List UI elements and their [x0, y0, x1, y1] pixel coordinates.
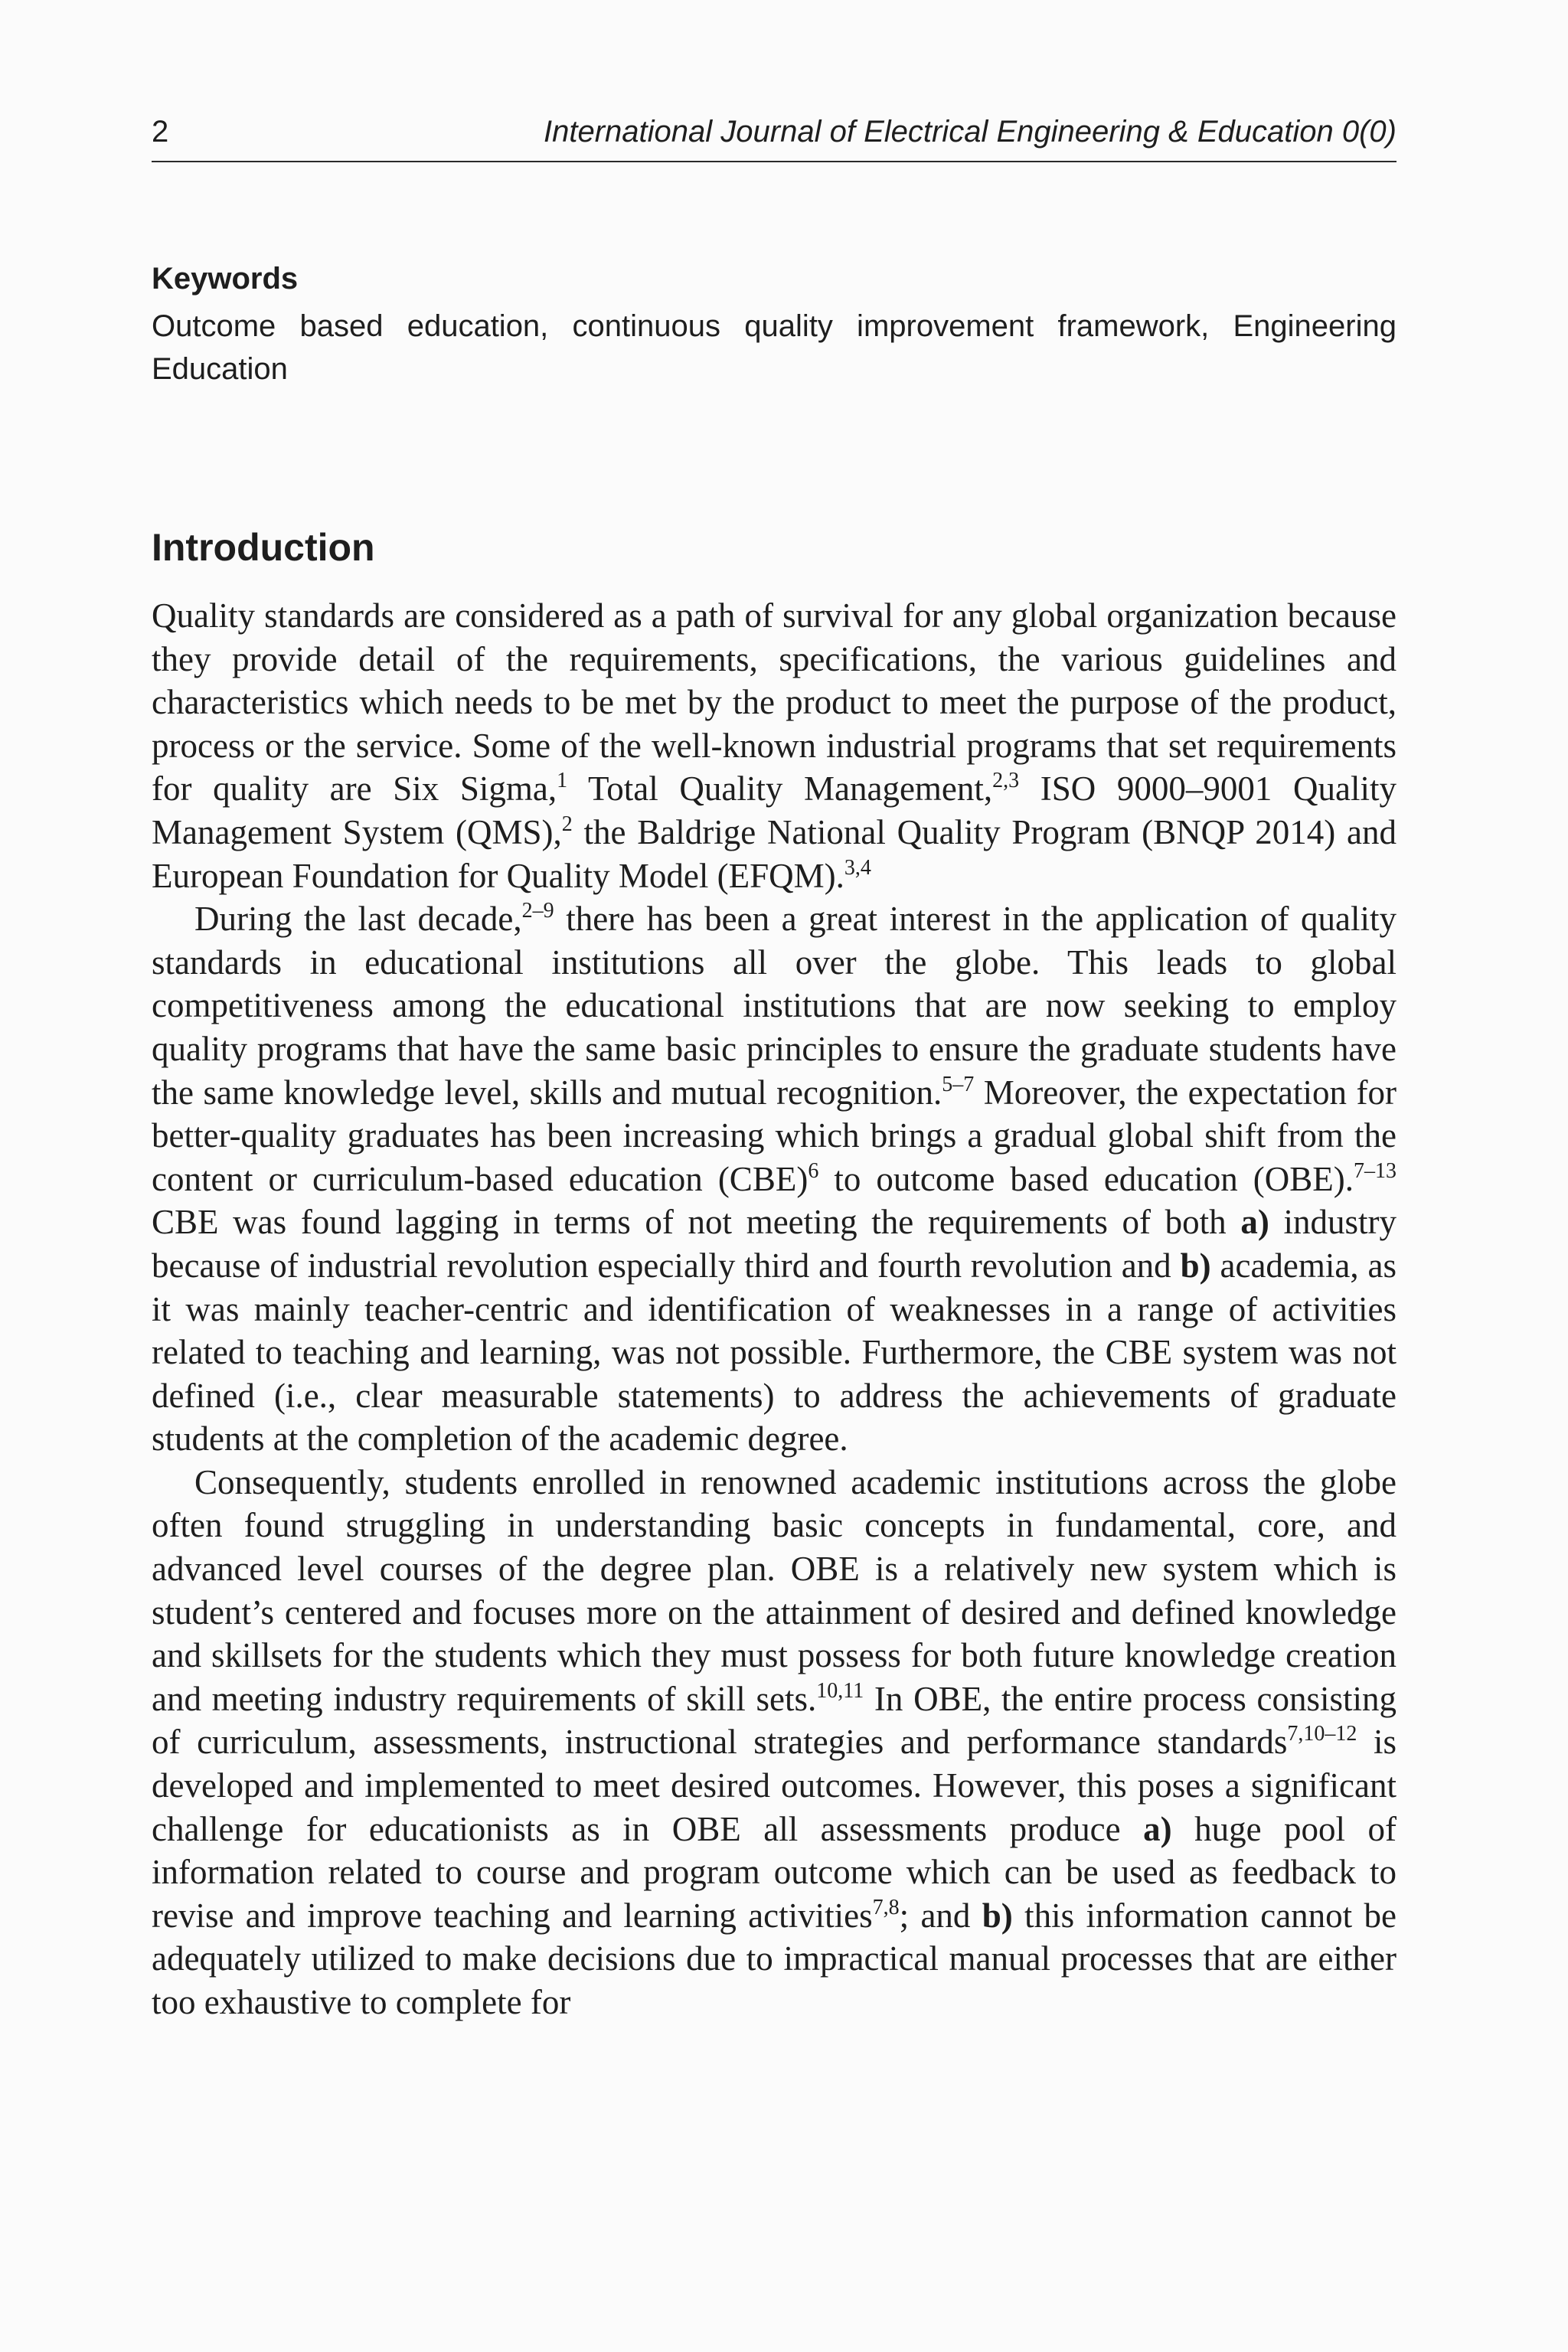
paragraph-3: [152, 1461, 1396, 2024]
list-marker: b): [982, 1896, 1013, 1935]
citation: 2,3: [992, 769, 1020, 793]
list-marker: a): [1143, 1809, 1172, 1848]
text-run: Consequently, students enrolled in renowned academic institutions across the globe often found struggling in understanding basic concepts in fundamental, core, and advanced level courses of the degree plan. OBE is a relatively new system which is student’s centered and focuses more on the attainment of desired and defined knowledge and skillsets for the students which they must possess for both future knowledge creation and meeting industry requirements of skill sets.: [152, 1462, 1396, 1718]
text-run: this information cannot be adequately utilized to make decisions due to impractical manual processes that are either too exhaustive to complete for: [152, 1896, 1396, 2021]
citation: 6: [808, 1158, 819, 1183]
citation: 7–13: [1354, 1158, 1397, 1183]
text-run: academia, as it was mainly teacher-centric and identification of weaknesses in a range of activities related to teaching and learning, was not possible. Furthermore, the CBE system was not defined (i.e., clear measurable statements) to address the achievements of graduate students at the completion of the academic degree.: [152, 1246, 1397, 1459]
text-run: During the last decade,: [194, 900, 522, 939]
text-run: In OBE, the entire process consisting of curriculum, assessments, instructional strategies and performance standards: [152, 1679, 1397, 1762]
text-run: CBE was found lagging in terms of not meeting the requirements of both: [152, 1203, 1241, 1242]
list-marker: b): [1180, 1246, 1211, 1285]
citation: 10,11: [816, 1678, 864, 1703]
text-run: Quality standards are considered as a path of survival for any global organization because they provide detail of the requirements, specifications, the various guidelines and characteristics which needs to be met by the product to meet the purpose of the product, process or the service. Some of the well-known industrial programs that set requirements for quality are Six Sigma,: [152, 596, 1396, 808]
citation: 2–9: [521, 899, 554, 923]
introduction-body: [152, 594, 1396, 2024]
keywords-text: Outcome based education, continuous quality improvement framework, Engineering Education: [152, 309, 1396, 386]
citation: 5–7: [942, 1072, 975, 1096]
text-run: huge pool of information related to course and program outcome which can be used as feedback to revise and improve teaching and learning activities: [152, 1809, 1396, 1935]
text-run: Moreover, the expectation for better-quality graduates has been increasing which brings a gradual global shift from the content or curriculum-based education (CBE): [152, 1073, 1396, 1198]
citation: 1: [557, 769, 568, 793]
text-run: industry because of industrial revolution especially third and fourth revolution and: [152, 1203, 1396, 1285]
list-marker: a): [1240, 1203, 1269, 1242]
text-run: to outcome based education (OBE).: [818, 1159, 1354, 1198]
text-run: there has been a great interest in the application of quality standards in educational institutions all over the globe. This leads to global competitiveness among the educational institutions that are now seeking to employ quality programs that have the same basic principles to ensure the graduate students have the same knowledge level, skills and mutual recognition.: [152, 900, 1397, 1112]
citation: 2: [561, 812, 573, 836]
text-run: is developed and implemented to meet desired outcomes. However, this poses a significant challenge for educationists as in OBE all assessments produce: [152, 1723, 1397, 1848]
text-run: ; and: [899, 1896, 982, 1935]
running-head: [152, 115, 1396, 162]
paragraph-2: [152, 897, 1396, 1461]
introduction-heading: Introduction: [152, 526, 375, 569]
text-run: Total Quality Management,: [567, 769, 993, 808]
journal-title: International Journal of Electrical Engineering & Education 0(0): [544, 115, 1396, 149]
keywords-heading: Keywords: [152, 262, 299, 296]
text-run: ISO 9000–9001 Quality Management System (QMS),: [152, 769, 1396, 851]
citation: 3,4: [844, 855, 871, 880]
page-number: 2: [152, 115, 169, 149]
paragraph-1: [152, 594, 1396, 897]
text-run: the Baldrige National Quality Program (BNQP 2014) and European Foundation for Quality Model (EFQM).: [152, 812, 1396, 895]
citation: 7,8: [872, 1895, 900, 1919]
citation: 7,10–12: [1287, 1722, 1357, 1746]
